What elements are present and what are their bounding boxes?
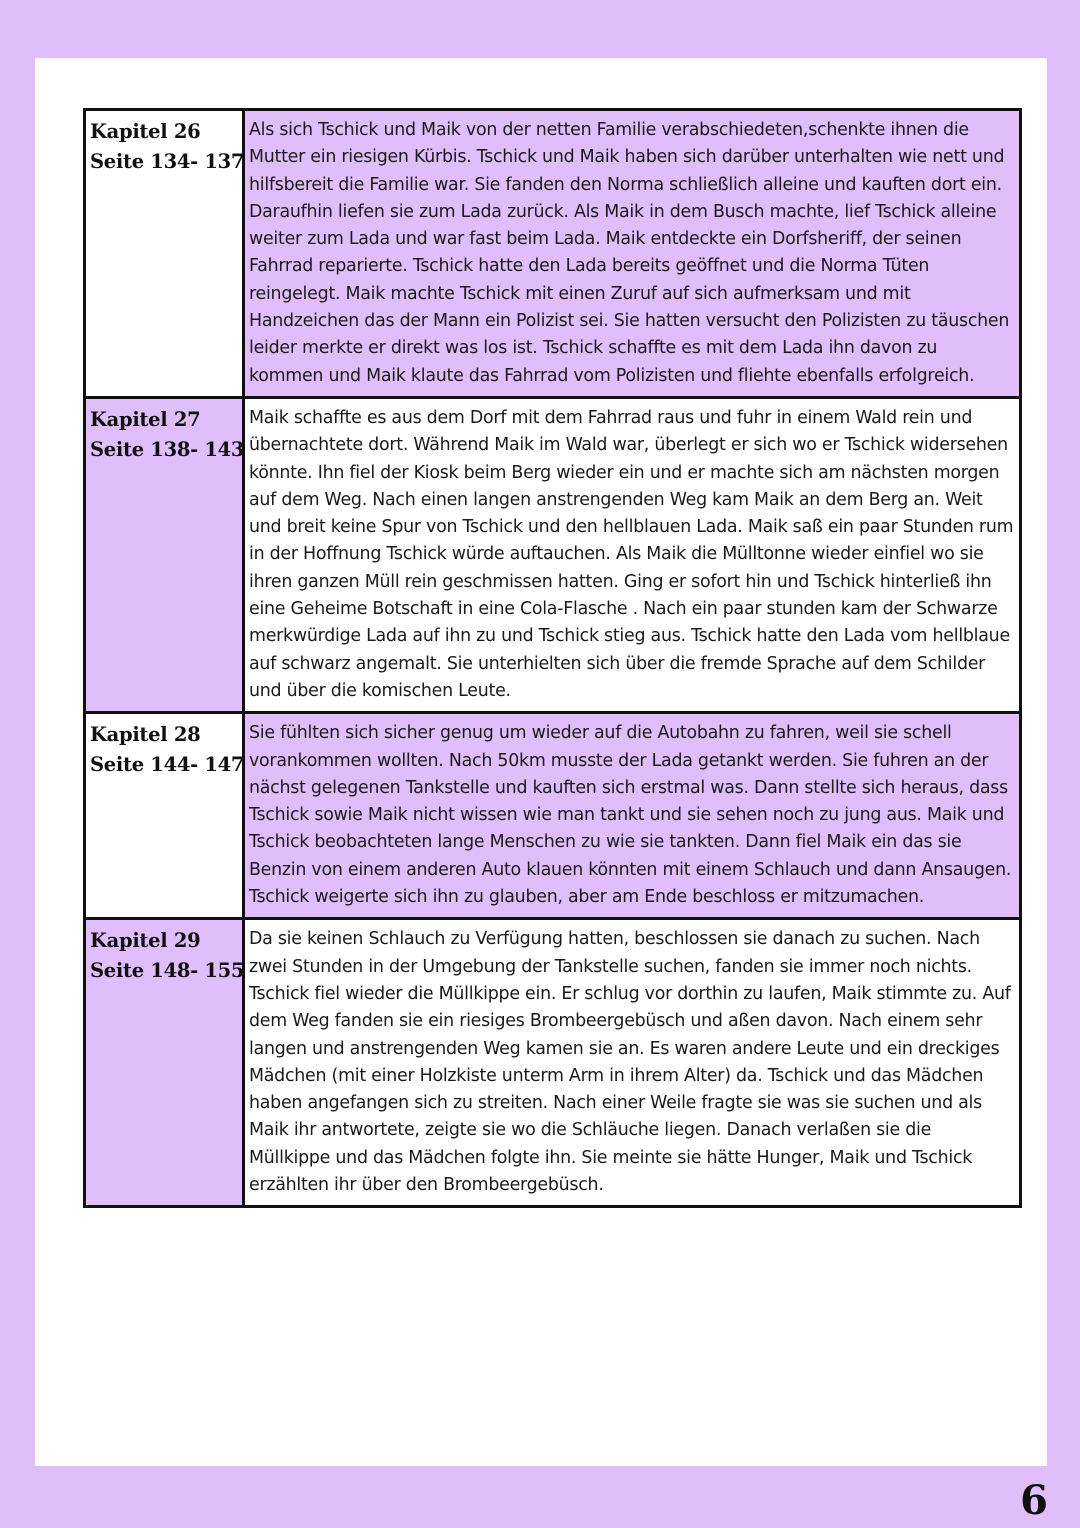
chapter-summary-cell (245, 399, 1019, 711)
chapter-title: Kapitel 26 (90, 120, 201, 143)
chapter-title: Kapitel 29 (90, 929, 201, 953)
chapter-pages: Seite 144- 147 (90, 753, 245, 777)
table-row-kapitel-27 (86, 399, 1019, 714)
table-row-kapitel-28 (86, 714, 1019, 920)
chapter-pages: Seite 138- 143 (90, 437, 245, 461)
chapter-summary-text: Als sich Tschick und Maik von der netten Familie verabschiedeten,schenkte ihnen die Mutter ein riesigen Kürbis. Tschick und Maik haben sich darüber unterhalten wie nett und hilfsbereit die Familie war. Sie fanden den Norma schließlich alleine und kauften dort ein. Daraufhin liefen sie zum Lada zurück. Als Maik in dem Busch machte, lief Tschick alleine weiter zum Lada und war fast beim Lada. Maik entdeckte ein Dorfsheriff, der seinen Fahrrad reparierte. Tschick hatte den Lada bereits geöffnet und die Norma Tüten reingelegt. Maik machte Tschick mit einen Zuruf auf sich aufmerksam und mit Handzeichen das der Mann ein Polizist sei. Sie hatten versucht den Polizisten zu täuschen leider merkte er direkt was los ist. Tschick schaffte es mit dem Lada ihn davon zu kommen und Maik klaute das Fahrrad vom Polizisten und fliehte ebenfalls erfolgreich. (249, 120, 1010, 386)
chapter-pages: Seite 134- 137 (90, 150, 245, 173)
chapter-label-cell (86, 920, 245, 1205)
chapter-summary-cell (245, 111, 1019, 396)
chapter-label-cell (86, 399, 245, 711)
chapter-label-cell (86, 111, 245, 396)
chapter-summary-cell (245, 920, 1019, 1205)
chapter-label-cell (86, 714, 245, 917)
chapter-pages: Seite 148- 155 (90, 959, 245, 983)
chapter-summary-table (83, 108, 1022, 1208)
chapter-title: Kapitel 27 (90, 407, 201, 431)
chapter-title: Kapitel 28 (90, 723, 201, 747)
chapter-summary-text: Sie fühlten sich sicher genug um wieder auf die Autobahn zu fahren, weil sie schell vorankommen wollten. Nach 50km musste der Lada getankt werden. Sie fuhren an der nächst gelegenen Tankstelle und kauften sich erstmal was. Dann stellte sich heraus, dass Tschick sowie Maik nicht wissen wie man tankt und sie sehen noch zu jung aus. Maik und Tschick beobachteten lange Menschen zu wie sie tankten. Dann fiel Maik ein das sie Benzin von einem anderen Auto klauen könnten mit einem Schlauch und dann Ansaugen. Tschick weigerte sich ihn zu glauben, aber am Ende beschloss er mitzumachen. (249, 723, 1012, 908)
page-number: 6 (1020, 1477, 1048, 1524)
table-row-kapitel-26 (86, 111, 1019, 399)
chapter-summary-text: Da sie keinen Schlauch zu Verfügung hatten, beschlossen sie danach zu suchen. Nach zwei Stunden in der Umgebung der Tankstelle suchen, fanden sie immer noch nichts. Tschick fiel wieder die Müllkippe ein. Er schlug vor dorthin zu laufen, Maik stimmte zu. Auf dem Weg fanden sie ein riesiges Brombeergebüsch und aßen davon. Nach einem sehr langen und anstrengenden Weg kamen sie an. Es waren andere Leute und ein dreckiges Mädchen (mit einer Holzkiste unterm Arm in ihrem Alter) da. Tschick und das Mädchen haben angefangen sich zu streiten. Nach einer Weile fragte sie was sie suchen und als Maik ihr antwortete, zeigte sie wo die Schläuche liegen. Danach verlaßen sie die Müllkippe und das Mädchen folgte ihn. Sie meinte sie hätte Hunger, Maik und Tschick erzählten ihr über den Brombeergebüsch. (249, 929, 1011, 1195)
chapter-summary-cell (245, 714, 1019, 917)
chapter-summary-text: Maik schaffte es aus dem Dorf mit dem Fahrrad raus und fuhr in einem Wald rein und übernachtete dort. Während Maik im Wald war, überlegt er sich wo er Tschick widersehen könnte. Ihn fiel der Kiosk beim Berg wieder ein und er machte sich am nächsten morgen auf dem Weg. Nach einen langen anstrengenden Weg kam Maik an dem Berg an. Weit und breit keine Spur von Tschick und den hellblauen Lada. Maik saß ein paar Stunden rum in der Hoffnung Tschick würde auftauchen. Als Maik die Mülltonne wieder einfiel wo sie ihren ganzen Müll rein geschmissen hatten. Ging er sofort hin und Tschick hinterließ ihn eine Geheime Botschaft in eine Cola-Flasche . Nach ein paar stunden kam der Schwarze merkwürdige Lada auf ihn zu und Tschick stieg aus. Tschick hatte den Lada vom hellblaue auf schwarz angemalt. Sie unterhielten sich über die fremde Sprache auf dem Schilder und über die komischen Leute. (249, 407, 1014, 701)
table-row-kapitel-29 (86, 920, 1019, 1205)
